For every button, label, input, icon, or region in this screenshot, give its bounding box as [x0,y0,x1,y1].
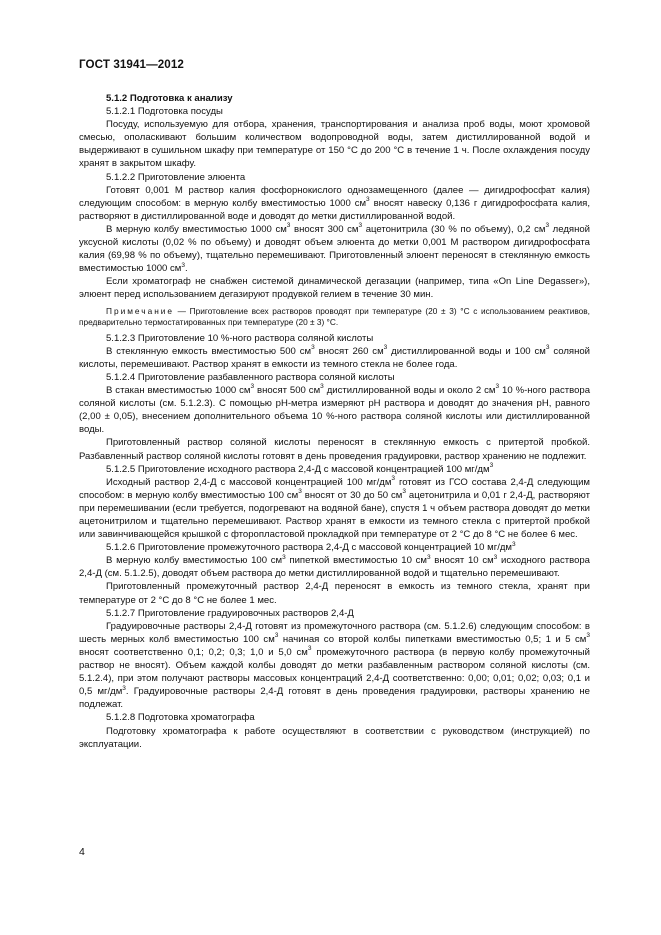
document-body [79,92,590,751]
document-id: ГОСТ 31941—2012 [79,58,184,71]
subsection-title-5-1-2-1: 5.1.2.1 Подготовка посуды [106,106,223,118]
paragraph: В мерную колбу вместимостью 100 $см^3$ пипеткой вместимостью 10 $см^3$ вносят 10 $см^3$ исходного раствора 2,4-Д (см. 5.1.2.5), доводят объем раствора до метки дистиллированной водой и тщательно перемешивают. [79,553,590,580]
paragraph: Посуду, используемую для отбора, хранения, транспортирования и анализа проб воды, моют хромовой смесью, ополаскивают большим количеством водопроводной воды, затем дистиллированной водой и выдерживают в сушильном шкафу при температуре от 150 °С до 200 °С в течение 1 ч. После охлаждения посуду хранят в закрытом шкафу. [79,119,590,170]
paragraph: Приготовленный промежуточный раствор 2,4-Д переносят в емкость из темного стекла, хранят при температуре от 2 °С до 8 °С не более 1 мес. [79,581,590,606]
subsection-title-5-1-2-3: 5.1.2.3 Приготовление 10 %-ного раствора соляной кислоты [106,332,374,344]
page-number: 4 [79,846,85,858]
paragraph: Готовят 0,001 М раствор калия фосфорнокислого однозамещенного (далее — дигидрофосфат калия) следующим способом: в мерную колбу вместимостью 1000 $см^3$ вносят навеску 0,136 г дигидрофосфата калия, растворяют в дистиллированной воде и доводят до метки дистиллированной водой. [79,184,590,222]
paragraph: Градуировочные растворы 2,4-Д готовят из промежуточного раствора (см. 5.1.2.6) следующим способом: в шесть мерных колб вместимостью 100 $см^3$ начиная со второй колбы пипетками вместимостью 0,5; 1 и 5 $см^3$ вносят соответственно 0,1; 0,2; 0,3; 1,0 и 5,0 $см^3$ промежуточного раствора (в первую колбу промежуточный раствор не вносят). Объем каждой колбы доводят до метки разбавленным раствором соляной кислоты (см. 5.1.2.4), при этом получают растворы массовых концентраций 2,4-Д соответственно: 0,00; 0,01; 0,02; 0,03; 0,1 и 0,5 $мг/дм^3$. Градуировочные растворы 2,4-Д готовят в день проведения градуировки, растворы хранению не подлежат. [79,620,590,711]
paragraph: Приготовленный раствор соляной кислоты переносят в стеклянную емкость с притертой пробкой. Разбавленный раствор соляной кислоты готовят в день проведения градуировки, раствор хранению не подлежит. [79,437,590,462]
note-label: Примечание [106,305,175,316]
subsection-title-5-1-2-8: 5.1.2.8 Подготовка хроматографа [106,712,255,724]
paragraph: Исходный раствор 2,4-Д с массовой концентрацией 100 $мг/дм^3$ готовят из ГСО состава 2,4-Д следующим способом: в мерную колбу вместимостью 100 $см^3$ вносят от 30 до 50 $см^3$ ацетонитрила и 0,01 г 2,4-Д, растворяют при перемешивании (если требуется, подогревают на водяной бане), спустя 1 ч объем раствора доводят до метки ацетонитрилом и тщательно перемешивают. Раствор хранят в емкости из темного стекла с притертой пробкой или завинчивающейся крышкой с фторопластовой прокладкой при температуре от 2 °С до 8 °С не более 6 мес. [79,475,590,541]
paragraph: Подготовку хроматографа к работе осуществляют в соответствии с руководством (инструкцией) по эксплуатации. [79,725,590,750]
subsection-title-5-1-2-2: 5.1.2.2 Приготовление элюента [106,171,246,183]
paragraph: В стакан вместимостью 1000 $см^3$ вносят 500 $см^3$ дистиллированной воды и около 2 $см^3$ 10 %-ного раствора соляной кислоты (см. 5.1.2.3). С помощью рН-метра измеряют рН раствора и доводят до значения рН, равного (2,00 ± 0,05), внесением дополнительного объема 10 %-ного раствора соляной кислоты или дистиллированной воды. [79,383,591,436]
note: Примечание — Приготовление всех растворов проводят при температуре (20 ± 3) °С с использованием реактивов, предварительно термостатированных при температуре (20 ± 3) °С. [79,305,590,328]
subsection-title-5-1-2-5: 5.1.2.5 Приготовление исходного раствора 2,4-Д с массовой концентрацией 100 $мг/дм^3$ [106,461,494,475]
subsection-title-5-1-2-4: 5.1.2.4 Приготовление разбавленного раствора соляной кислоты [106,371,395,383]
paragraph: Если хроматограф не снабжен системой динамической дегазации (например, типа «On Line Degasser»), элюент перед использованием дегазируют продувкой гелием в течение 30 мин. [79,276,590,301]
paragraph: В мерную колбу вместимостью 1000 $см^3$ вносят 300 $см^3$ ацетонитрила (30 % по объему), 0,2 $см^3$ ледяной уксусной кислоты (0,02 % по объему) и доводят объем элюента до метки 0,001 М раствором дигидрофосфата калия (69,98 % по объему), тщательно перемешивают. Приготовленный элюент переносят в стеклянную емкость вместимостью 1000 $см^3$. [79,222,590,275]
section-heading-5-1-2: 5.1.2 Подготовка к анализу [106,93,233,104]
subsection-title-5-1-2-7: 5.1.2.7 Приготовление градуировочных растворов 2,4-Д [106,607,354,619]
subsection-title-5-1-2-6: 5.1.2.6 Приготовление промежуточного раствора 2,4-Д с массовой концентрацией 10 $мг/дм^3$ [106,540,516,554]
paragraph: В стеклянную емкость вместимостью 500 $см^3$ вносят 260 $см^3$ дистиллированной воды и 100 $см^3$ соляной кислоты, перемешивают. Раствор хранят в емкости из темного стекла не более года. [79,344,590,370]
